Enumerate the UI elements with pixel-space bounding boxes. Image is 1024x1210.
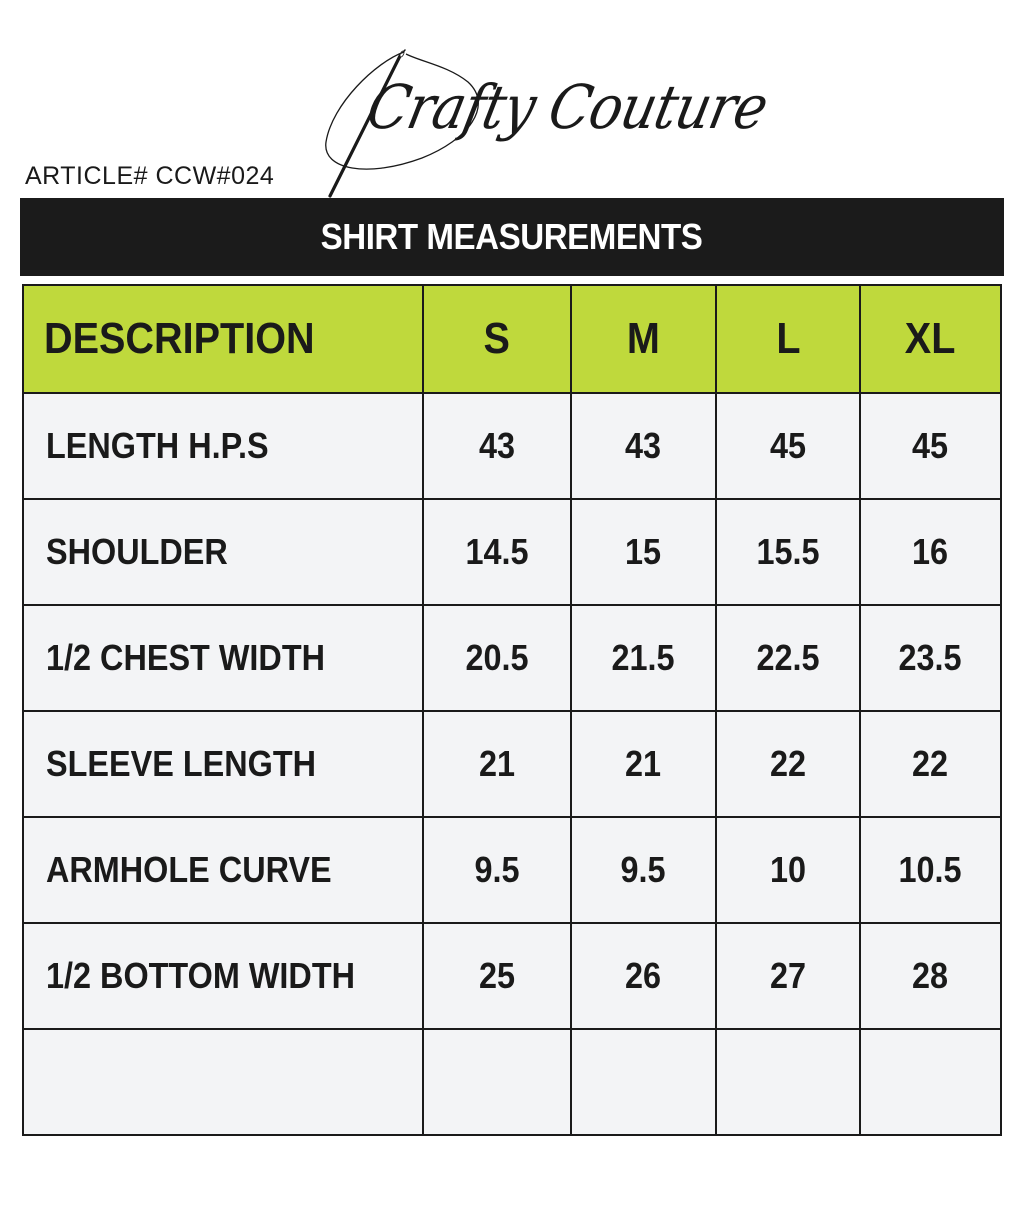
table-cell: 45 [860,393,1001,499]
table-row [23,711,1001,817]
table-cell: 10.5 [860,817,1001,923]
table-cell [860,1029,1001,1135]
row-label: SLEEVE LENGTH [23,711,423,817]
measurements-table [22,284,1002,1136]
row-label: LENGTH H.P.S [23,393,423,499]
table-cell: 26 [571,923,716,1029]
table-cell: 21 [423,711,571,817]
table-cell: 9.5 [571,817,716,923]
table-cell [571,1029,716,1135]
table-cell: 45 [716,393,860,499]
table-cell: 27 [716,923,860,1029]
column-header-s: S [423,285,571,393]
table-cell: 43 [571,393,716,499]
table-row [23,499,1001,605]
column-header-l: L [716,285,860,393]
column-header-description: DESCRIPTION [23,285,423,393]
table-cell: 28 [860,923,1001,1029]
table-cell [423,1029,571,1135]
table-row [23,817,1001,923]
row-label: 1/2 CHEST WIDTH [23,605,423,711]
table-cell: 23.5 [860,605,1001,711]
table-cell: 43 [423,393,571,499]
row-label: ARMHOLE CURVE [23,817,423,923]
header-row [23,285,1001,393]
table-cell: 9.5 [423,817,571,923]
table-cell: 21.5 [571,605,716,711]
table-cell: 15 [571,499,716,605]
page-title: SHIRT MEASUREMENTS [321,216,703,257]
table-cell: 20.5 [423,605,571,711]
table-cell: 22.5 [716,605,860,711]
row-label: 1/2 BOTTOM WIDTH [23,923,423,1029]
article-number: ARTICLE# CCW#024 [25,162,275,190]
table-cell: 16 [860,499,1001,605]
table-cell: 14.5 [423,499,571,605]
column-header-m: M [571,285,716,393]
row-label [23,1029,423,1135]
table-row-empty [23,1029,1001,1135]
table-row [23,923,1001,1029]
table-cell: 21 [571,711,716,817]
table-cell [716,1029,860,1135]
title-bar [20,198,1004,276]
row-label: SHOULDER [23,499,423,605]
column-header-xl: XL [860,285,1001,393]
table-cell: 15.5 [716,499,860,605]
table-cell: 25 [423,923,571,1029]
table-cell: 22 [860,711,1001,817]
brand-logo-text: Crafty Couture [361,72,774,143]
table-cell: 10 [716,817,860,923]
table-row [23,393,1001,499]
table-row [23,605,1001,711]
table-cell: 22 [716,711,860,817]
